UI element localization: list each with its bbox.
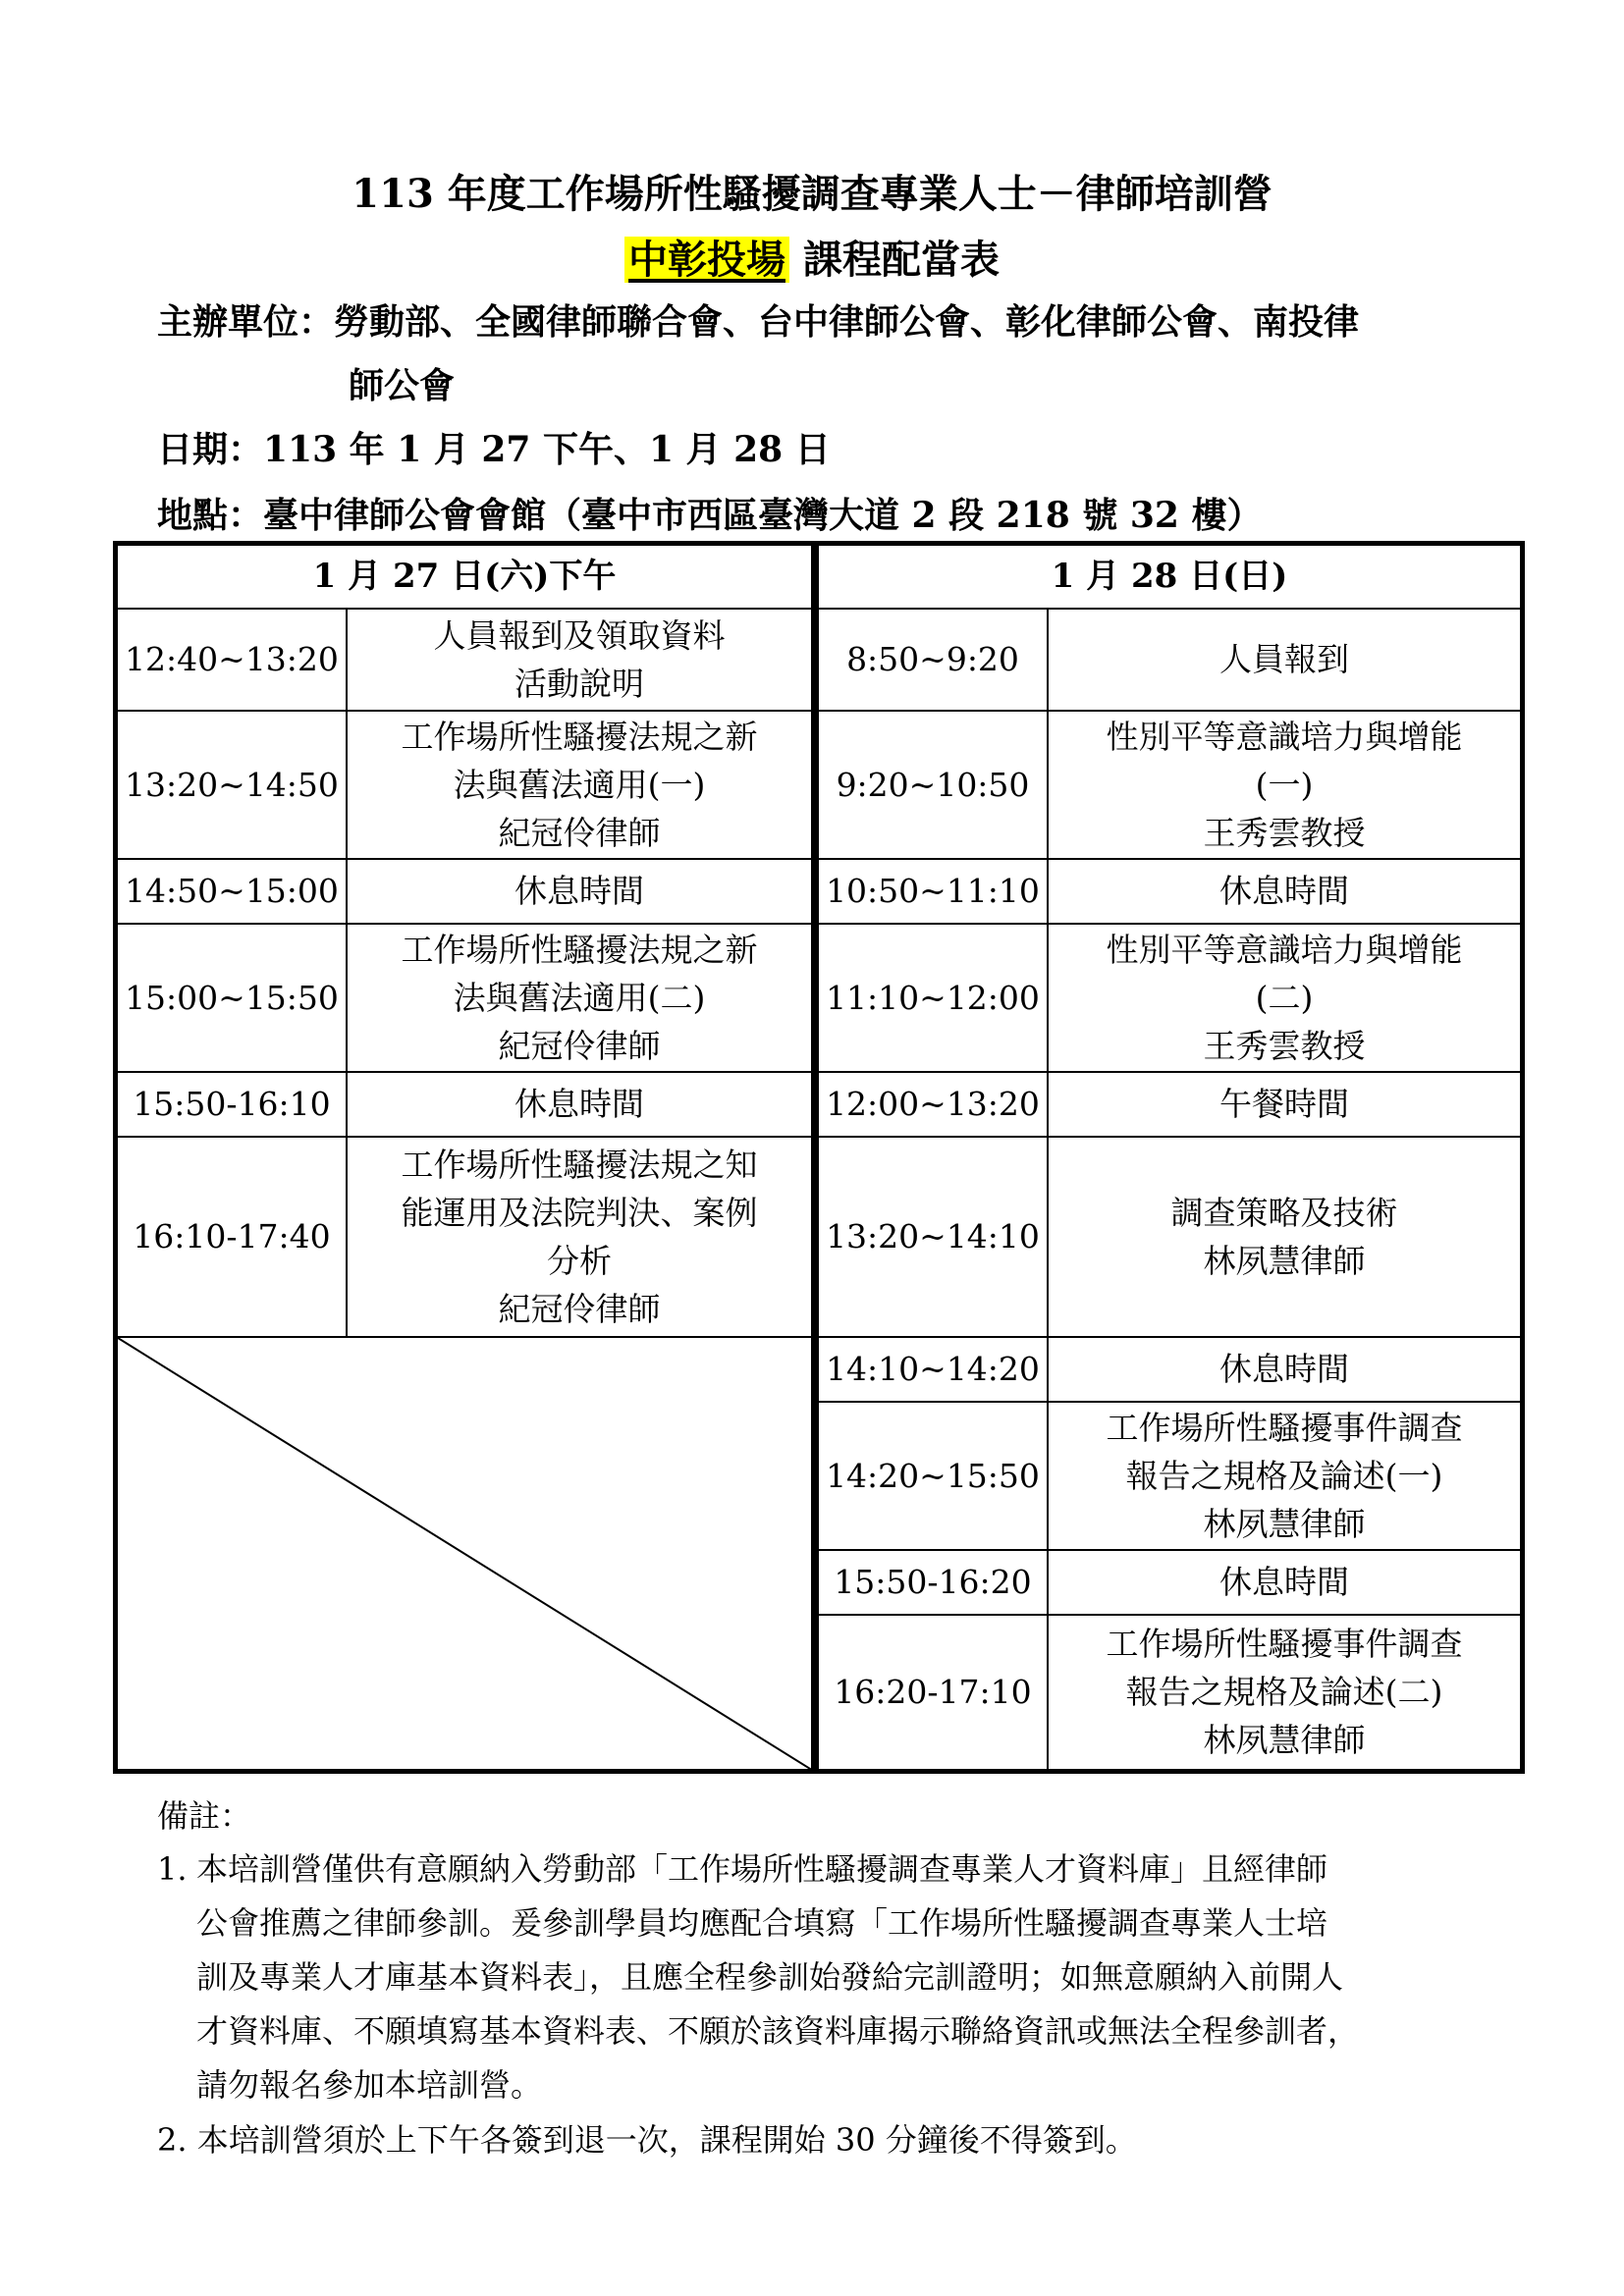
session-line: 工作場所性騷擾法規之新 [401, 930, 758, 969]
organizers-line-2: 師公會 [349, 365, 456, 406]
day1-table [113, 541, 816, 1774]
session-line: 能運用及法院判決、案例 [401, 1193, 758, 1232]
session-cell [1048, 1402, 1523, 1550]
time-cell: 15:00~15:50 [116, 924, 348, 1072]
note-line: 訓及專業人才庫基本資料表」，且應全程參訓始發給完訓證明；如無意願納入前開人 [196, 1958, 1344, 1996]
instructor-name: 王秀雲教授 [1203, 1026, 1366, 1065]
time-cell: 15:50-16:10 [116, 1072, 348, 1137]
session-line: 工作場所性騷擾事件調查 [1106, 1625, 1463, 1664]
remark-note-1 [157, 1842, 1492, 2112]
session-line: 工作場所性騷擾法規之知 [401, 1145, 758, 1184]
day1-heading: 1 月 27 日(六)下午 [116, 544, 814, 609]
time-cell: 13:20~14:50 [116, 711, 348, 859]
session-line: 法與舊法適用(一) [453, 765, 706, 804]
session-cell [347, 711, 814, 859]
table-row [116, 924, 814, 1072]
table-row [818, 711, 1523, 859]
instructor-name: 紀冠伶律師 [498, 1289, 661, 1328]
venue-region-highlight: 中彰投場 [624, 237, 789, 283]
session-cell: 休息時間 [1048, 859, 1523, 924]
note-line: 公會推薦之律師參訓。爰參訓學員均應配合填寫「工作場所性騷擾調查專業人士培 [196, 1904, 1328, 1942]
session-cell: 休息時間 [1048, 1337, 1523, 1402]
table-row [818, 1072, 1523, 1137]
schedule-label: 課程配當表 [803, 237, 1000, 283]
session-cell: 人員報到 [1048, 609, 1523, 711]
time-cell: 14:50~15:00 [116, 859, 348, 924]
session-line: 法與舊法適用(二) [453, 978, 706, 1017]
table-row [116, 609, 814, 711]
session-line: 人員報到及領取資料 [433, 615, 726, 655]
remark-note-2: 2. 本培訓營須於上下午各簽到退一次，課程開始 30 分鐘後不得簽到。 [157, 2121, 1137, 2159]
session-line: 工作場所性騷擾法規之新 [401, 717, 758, 756]
session-line: 報告之規格及論述(二) [1125, 1673, 1443, 1712]
session-line: 報告之規格及論述(一) [1125, 1456, 1443, 1495]
instructor-name: 林夙慧律師 [1203, 1721, 1366, 1760]
table-row [818, 609, 1523, 711]
instructor-name: 林夙慧律師 [1203, 1241, 1366, 1280]
session-line: 性別平等意識培力與增能 [1106, 930, 1463, 969]
time-cell: 11:10~12:00 [818, 924, 1049, 1072]
table-row [818, 1615, 1523, 1772]
session-cell [347, 1137, 814, 1337]
session-line: 調查策略及技術 [1170, 1193, 1398, 1232]
empty-diagonal-cell [116, 1337, 814, 1772]
instructor-name: 林夙慧律師 [1203, 1504, 1366, 1543]
day2-heading: 1 月 28 日(日) [818, 544, 1523, 609]
time-cell: 8:50~9:20 [818, 609, 1049, 711]
organizers-line-1: 主辦單位：勞動部、全國律師聯合會、台中律師公會、彰化律師公會、南投律 [157, 301, 1360, 343]
time-cell: 13:20~14:10 [818, 1137, 1049, 1337]
event-venue: 地點：臺中律師公會會館（臺中市西區臺灣大道 2 段 218 號 32 樓） [157, 495, 1263, 536]
time-cell: 14:20~15:50 [818, 1402, 1049, 1550]
table-row [116, 1137, 814, 1337]
session-cell [347, 924, 814, 1072]
session-line: 工作場所性騷擾事件調查 [1106, 1408, 1463, 1447]
session-cell: 休息時間 [347, 1072, 814, 1137]
table-row [818, 1402, 1523, 1550]
session-line: 活動說明 [514, 664, 644, 703]
page-title: 113 年度工作場所性騷擾調查專業人士－律師培訓營 [352, 171, 1272, 217]
time-cell: 12:40~13:20 [116, 609, 348, 711]
table-row [818, 1337, 1523, 1402]
time-cell: 9:20~10:50 [818, 711, 1049, 859]
time-cell: 15:50-16:20 [818, 1550, 1049, 1615]
event-date: 日期：113 年 1 月 27 下午、1 月 28 日 [157, 429, 831, 470]
time-cell: 12:00~13:20 [818, 1072, 1049, 1137]
remarks-title: 備註： [157, 1797, 252, 1835]
instructor-name: 王秀雲教授 [1203, 813, 1366, 852]
note-line: 請勿報名參加本培訓營。 [196, 2066, 543, 2104]
session-cell: 休息時間 [347, 859, 814, 924]
page-subtitle [0, 231, 1624, 290]
instructor-name: 紀冠伶律師 [498, 813, 661, 852]
table-row [818, 924, 1523, 1072]
session-cell [1048, 1137, 1523, 1337]
schedule-table [113, 541, 1525, 1775]
session-line: 分析 [547, 1241, 612, 1280]
table-row [116, 711, 814, 859]
session-cell: 休息時間 [1048, 1550, 1523, 1615]
session-line: (二) [1255, 978, 1314, 1017]
instructor-name: 紀冠伶律師 [498, 1026, 661, 1065]
table-row [818, 1550, 1523, 1615]
session-cell [347, 609, 814, 711]
table-row [818, 1137, 1523, 1337]
session-cell [1048, 1615, 1523, 1772]
note-line: 才資料庫、不願填寫基本資料表、不願於該資料庫揭示聯絡資訊或無法全程參訓者， [196, 2012, 1360, 2050]
session-cell: 午餐時間 [1048, 1072, 1523, 1137]
time-cell: 16:10-17:40 [116, 1137, 348, 1337]
note-number: 1. [157, 1850, 188, 1888]
note-line: 本培訓營僅供有意願納入勞動部「工作場所性騷擾調查專業人才資料庫」且經律師 [196, 1850, 1328, 1888]
session-line: (一) [1255, 765, 1314, 804]
table-row [116, 1072, 814, 1137]
session-line: 性別平等意識培力與增能 [1106, 717, 1463, 756]
time-cell: 16:20-17:10 [818, 1615, 1049, 1772]
time-cell: 14:10~14:20 [818, 1337, 1049, 1402]
session-cell [1048, 711, 1523, 859]
day2-table [816, 541, 1525, 1774]
session-cell [1048, 924, 1523, 1072]
table-row [818, 859, 1523, 924]
time-cell: 10:50~11:10 [818, 859, 1049, 924]
diagonal-line [118, 1338, 811, 1770]
table-row [116, 859, 814, 924]
